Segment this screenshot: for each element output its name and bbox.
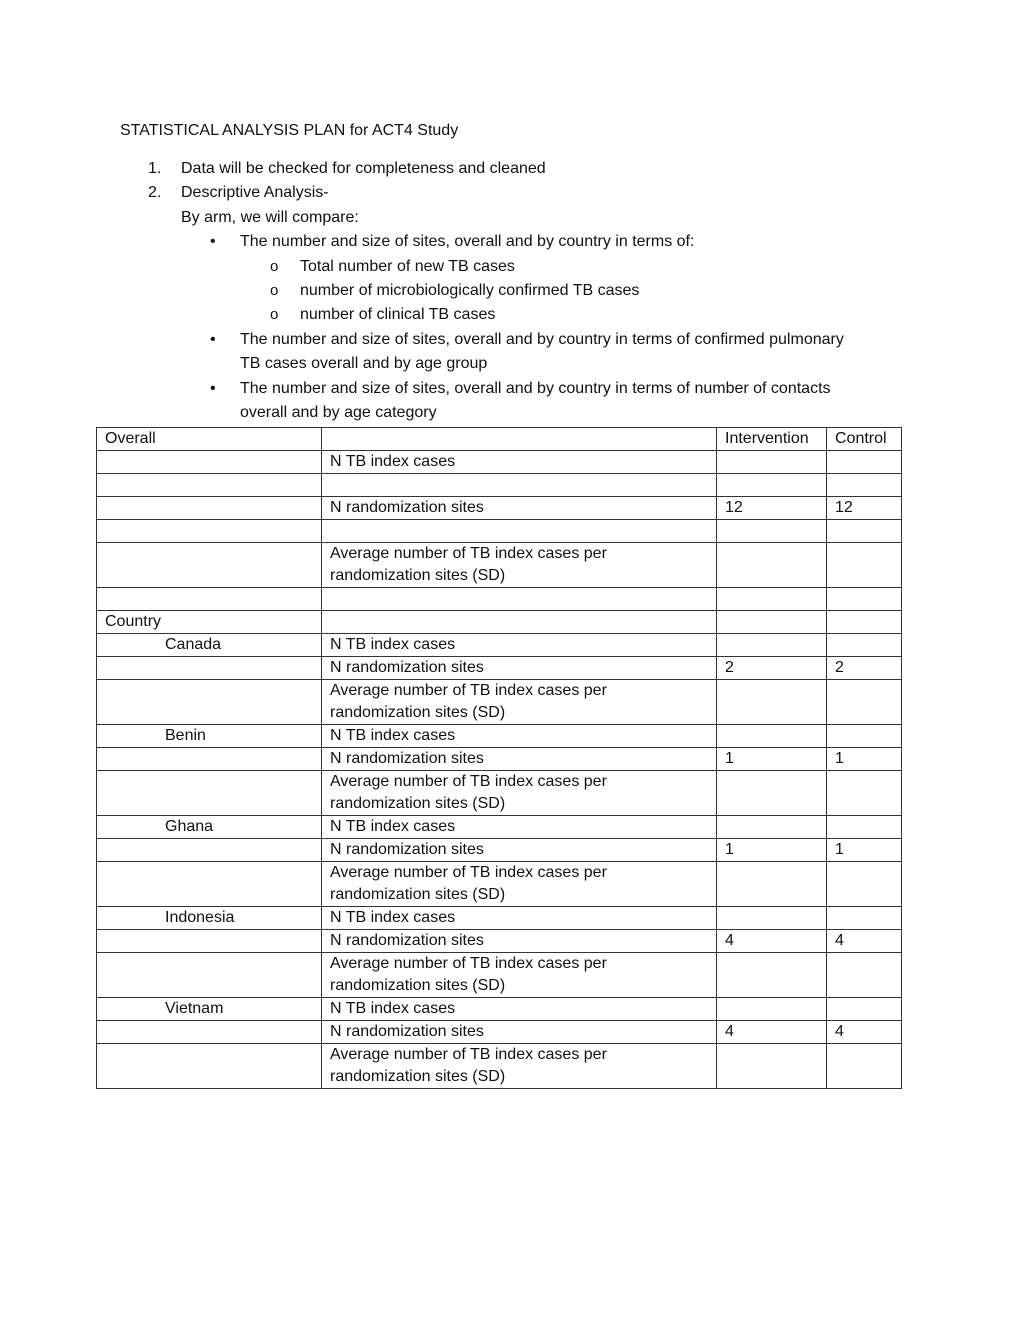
- avg-label-line: randomization sites (SD): [330, 567, 506, 584]
- table-cell: 4: [717, 930, 827, 953]
- table-cell: [322, 862, 717, 907]
- table-cell: N randomization sites: [322, 1021, 717, 1044]
- table-cell: 4: [717, 1021, 827, 1044]
- table-cell: Overall: [97, 428, 322, 451]
- table-cell: [97, 771, 322, 816]
- table-row: [97, 839, 902, 862]
- avg-label-line: Average number of TB index cases per: [330, 1046, 607, 1063]
- table-cell: [717, 474, 827, 497]
- table-row: [97, 816, 902, 839]
- table-cell: [827, 1044, 902, 1089]
- table-cell: [827, 634, 902, 657]
- table-cell: [97, 451, 322, 474]
- table-cell: [322, 611, 717, 634]
- table-cell: [827, 771, 902, 816]
- table-cell: [97, 953, 322, 998]
- table-cell: [827, 611, 902, 634]
- table-cell: 1: [827, 748, 902, 771]
- table-cell: 12: [717, 497, 827, 520]
- step-text: Data will be checked for completeness and cleaned: [181, 160, 546, 177]
- table-cell: [827, 816, 902, 839]
- table-cell: [717, 771, 827, 816]
- bullet-text: The number and size of sites, overall and by country in terms of:: [240, 233, 695, 250]
- table-cell: [97, 474, 322, 497]
- table-cell: [717, 451, 827, 474]
- bullet-marker: •: [210, 331, 216, 348]
- sub-bullet-text: Total number of new TB cases: [300, 258, 515, 275]
- avg-label-line: Average number of TB index cases per: [330, 955, 607, 972]
- table-cell: [827, 474, 902, 497]
- avg-label-line: randomization sites (SD): [330, 886, 506, 903]
- step-number: 2.: [148, 184, 162, 201]
- table-row: [97, 930, 902, 953]
- sub-bullet-text: number of clinical TB cases: [300, 306, 496, 323]
- sub-bullet-text: number of microbiologically confirmed TB cases: [300, 282, 640, 299]
- table-cell: [97, 1021, 322, 1044]
- table-cell: 2: [827, 657, 902, 680]
- country-name: Indonesia: [97, 907, 322, 930]
- table-cell: [322, 520, 717, 543]
- table-cell: [717, 816, 827, 839]
- table-cell: [322, 588, 717, 611]
- table-cell: N TB index cases: [322, 451, 717, 474]
- table-row: [97, 748, 902, 771]
- country-name: Ghana: [97, 816, 322, 839]
- step-text: Descriptive Analysis-: [181, 184, 329, 201]
- table-cell: [827, 998, 902, 1021]
- table-cell: [97, 588, 322, 611]
- table-row: [97, 771, 902, 816]
- table-row: [97, 451, 902, 474]
- bullet-text-continued: TB cases overall and by age group: [240, 355, 488, 372]
- table-row: [97, 907, 902, 930]
- country-name: Benin: [97, 725, 322, 748]
- table-cell: [97, 543, 322, 588]
- bullet-marker: •: [210, 233, 216, 250]
- table-row: [97, 497, 902, 520]
- sub-bullet-marker: o: [270, 306, 279, 323]
- table-row: [97, 998, 902, 1021]
- avg-label-line: Average number of TB index cases per: [330, 545, 607, 562]
- table-cell: [322, 474, 717, 497]
- table-row: [97, 680, 902, 725]
- table-cell: N randomization sites: [322, 839, 717, 862]
- bullet-text: The number and size of sites, overall and by country in terms of number of contacts: [240, 380, 831, 397]
- table-row: [97, 1021, 902, 1044]
- table-cell: 4: [827, 1021, 902, 1044]
- control-header: Control: [827, 428, 902, 451]
- document-title: STATISTICAL ANALYSIS PLAN for ACT4 Study: [120, 122, 459, 139]
- table-row: [97, 588, 902, 611]
- table-cell: [97, 520, 322, 543]
- bullet-marker: •: [210, 380, 216, 397]
- table-cell: [827, 862, 902, 907]
- table-row: [97, 611, 902, 634]
- avg-label-line: randomization sites (SD): [330, 795, 506, 812]
- avg-label-line: Average number of TB index cases per: [330, 864, 607, 881]
- table-cell: [827, 520, 902, 543]
- table-cell: N randomization sites: [322, 930, 717, 953]
- table-cell: [97, 1044, 322, 1089]
- table-row: [97, 862, 902, 907]
- table-cell: [322, 953, 717, 998]
- table-row: [97, 725, 902, 748]
- table-row: [97, 474, 902, 497]
- table-cell: N TB index cases: [322, 907, 717, 930]
- table-cell: [827, 725, 902, 748]
- table-cell: 2: [717, 657, 827, 680]
- table-cell: [322, 1044, 717, 1089]
- avg-label-line: Average number of TB index cases per: [330, 682, 607, 699]
- bullet-text-continued: overall and by age category: [240, 404, 437, 421]
- table-cell: 12: [827, 497, 902, 520]
- sub-bullet-marker: o: [270, 282, 279, 299]
- table-cell: [97, 680, 322, 725]
- compare-intro: By arm, we will compare:: [181, 209, 359, 226]
- table-cell: [717, 634, 827, 657]
- table-cell: N randomization sites: [322, 497, 717, 520]
- table-cell: N TB index cases: [322, 725, 717, 748]
- table-cell: [97, 748, 322, 771]
- bullet-text: The number and size of sites, overall and by country in terms of confirmed pulmonary: [240, 331, 844, 348]
- table-cell: [97, 657, 322, 680]
- table-cell: [827, 451, 902, 474]
- table-cell: [717, 907, 827, 930]
- table-cell: [827, 953, 902, 998]
- table-cell: [717, 725, 827, 748]
- table-cell: [827, 907, 902, 930]
- table-row: [97, 1044, 902, 1089]
- table-row: [97, 953, 902, 998]
- table-cell: [717, 953, 827, 998]
- country-name: Canada: [97, 634, 322, 657]
- country-label: Country: [97, 611, 322, 634]
- avg-label-line: randomization sites (SD): [330, 704, 506, 721]
- table-row: [97, 543, 902, 588]
- table-cell: 1: [827, 839, 902, 862]
- table-cell: [827, 588, 902, 611]
- table-cell: [97, 930, 322, 953]
- table-cell: 4: [827, 930, 902, 953]
- table-cell: N randomization sites: [322, 748, 717, 771]
- table-cell: N TB index cases: [322, 998, 717, 1021]
- table-row: [97, 520, 902, 543]
- table-cell: [322, 771, 717, 816]
- table-cell: [717, 998, 827, 1021]
- table-cell: [827, 680, 902, 725]
- table-cell: [322, 428, 717, 451]
- table-cell: [322, 543, 717, 588]
- table-cell: [717, 862, 827, 907]
- table-cell: [322, 680, 717, 725]
- table-cell: [717, 520, 827, 543]
- table-cell: N TB index cases: [322, 816, 717, 839]
- table-header-row: [97, 428, 902, 451]
- table-cell: N TB index cases: [322, 634, 717, 657]
- table-cell: [717, 611, 827, 634]
- table-cell: [717, 543, 827, 588]
- statistics-table: [96, 427, 902, 1089]
- table-cell: [717, 1044, 827, 1089]
- table-cell: [827, 543, 902, 588]
- table-cell: [97, 839, 322, 862]
- table-cell: 1: [717, 748, 827, 771]
- table-cell: [97, 497, 322, 520]
- table-cell: 1: [717, 839, 827, 862]
- table-cell: N randomization sites: [322, 657, 717, 680]
- avg-label-line: Average number of TB index cases per: [330, 773, 607, 790]
- sub-bullet-marker: o: [270, 258, 279, 275]
- table-row: [97, 657, 902, 680]
- intervention-header: Intervention: [717, 428, 827, 451]
- table-cell: [97, 862, 322, 907]
- country-name: Vietnam: [97, 998, 322, 1021]
- avg-label-line: randomization sites (SD): [330, 977, 506, 994]
- table-row: [97, 634, 902, 657]
- table-cell: [717, 588, 827, 611]
- step-number: 1.: [148, 160, 162, 177]
- table-cell: [717, 680, 827, 725]
- avg-label-line: randomization sites (SD): [330, 1068, 506, 1085]
